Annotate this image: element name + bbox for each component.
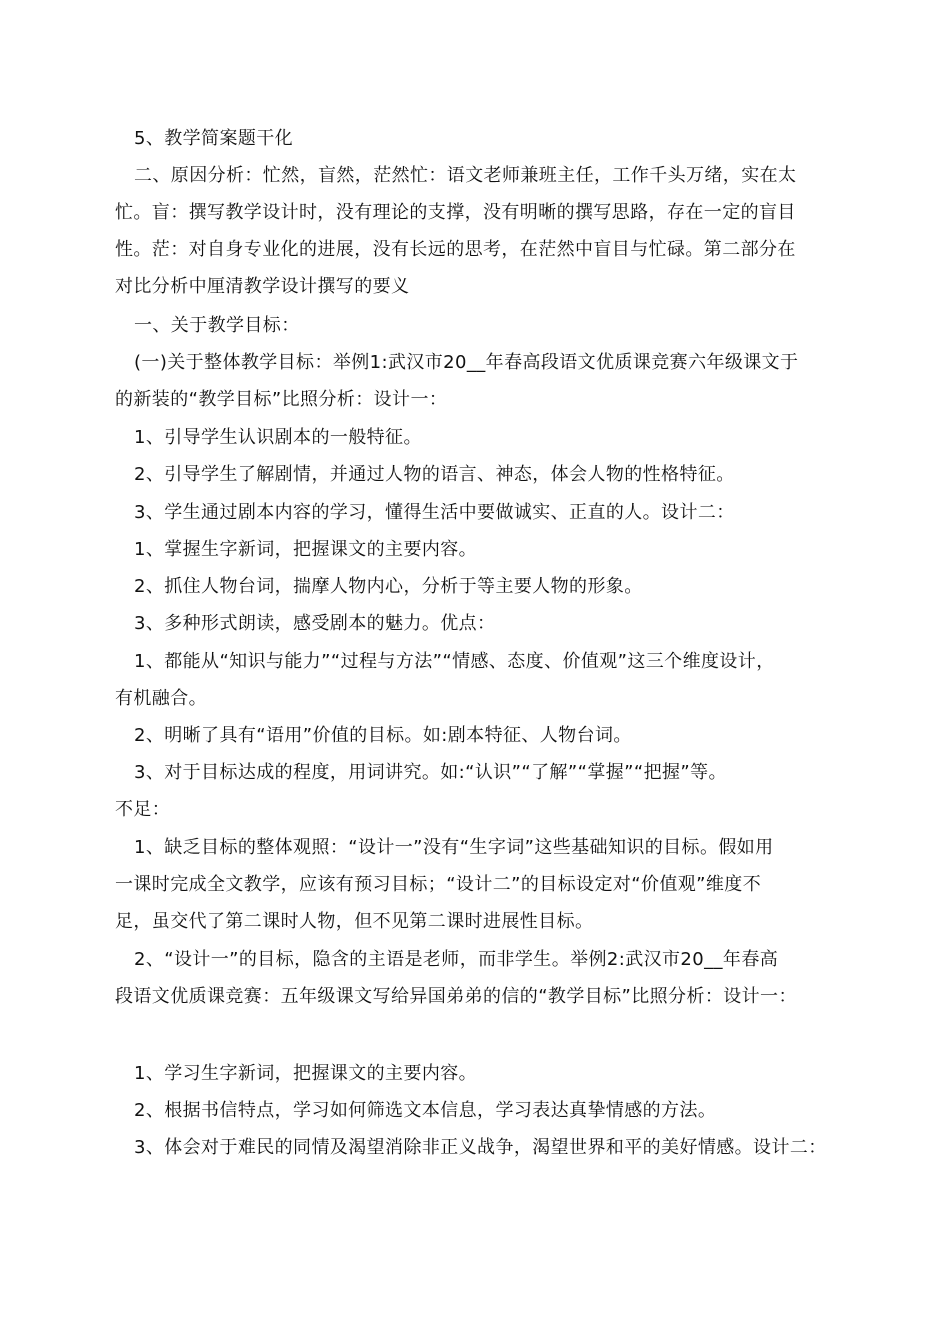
- list-item: 3、学生通过剧本内容的学习，懂得生活中要做诚实、正直的人。设计二：: [134, 502, 735, 523]
- text-line: 5、教学简案题干化: [134, 128, 294, 149]
- list-item: 3、多种形式朗读，感受剧本的魅力。优点：: [134, 613, 496, 634]
- text-line: 对比分析中厘清教学设计撰写的要义: [115, 276, 410, 297]
- list-item: 2、根据书信特点，学习如何筛选文本信息，学习表达真挚情感的方法。: [134, 1100, 717, 1121]
- text-line: 足，虽交代了第二课时人物，但不见第二课时进展性目标。: [115, 911, 594, 932]
- text-line: 二、原因分析：忙然，盲然，茫然忙：语文老师兼班主任，工作千头万绪，实在太: [134, 165, 797, 186]
- text-line: 的新装的“教学目标”比照分析：设计一：: [115, 389, 448, 410]
- text-line: 段语文优质课竞赛：五年级课文写给异国弟弟的信的“教学目标”比照分析：设计一：: [115, 986, 797, 1007]
- list-item: 2、明晰了具有“语用”价值的目标。如:剧本特征、人物台词。: [134, 725, 632, 746]
- list-item: 3、体会对于难民的同情及渴望消除非正义战争，渴望世界和平的美好情感。设计二：: [134, 1137, 827, 1158]
- list-item: 2、引导学生了解剧情，并通过人物的语言、神态，体会人物的性格特征。: [134, 464, 735, 485]
- list-item: 1、学习生字新词，把握课文的主要内容。: [134, 1063, 478, 1084]
- text-line: 不足：: [115, 799, 171, 820]
- list-item: 1、都能从“知识与能力”“过程与方法”“情感、态度、价值观”这三个维度设计，: [134, 651, 775, 672]
- list-item: 1、缺乏目标的整体观照：“设计一”没有“生字词”这些基础知识的目标。假如用: [134, 837, 774, 858]
- text-line: 一课时完成全文教学，应该有预习目标；“设计二”的目标设定对“价值观”维度不: [115, 874, 762, 895]
- list-item: 1、引导学生认识剧本的一般特征。: [134, 427, 422, 448]
- list-item: 2、抓住人物台词，揣摩人物内心，分析于等主要人物的形象。: [134, 576, 643, 597]
- text-line: (一)关于整体教学目标：举例1:武汉市20__年春高段语文优质课竞赛六年级课文于: [134, 352, 799, 373]
- list-item: 1、掌握生字新词，把握课文的主要内容。: [134, 539, 478, 560]
- list-item: 2、“设计一”的目标，隐含的主语是老师，而非学生。举例2:武汉市20__年春高: [134, 949, 779, 970]
- list-item: 3、对于目标达成的程度，用词讲究。如:“认识”“了解”“掌握”“把握”等。: [134, 762, 727, 783]
- text-line: 忙。盲：撰写教学设计时，没有理论的支撑，没有明晰的撰写思路，存在一定的盲目: [115, 202, 796, 223]
- section-heading: 一、关于教学目标：: [134, 315, 300, 336]
- text-line: 性。茫：对自身专业化的进展，没有长远的思考，在茫然中盲目与忙碌。第二部分在: [115, 239, 796, 260]
- text-line: 有机融合。: [115, 688, 207, 709]
